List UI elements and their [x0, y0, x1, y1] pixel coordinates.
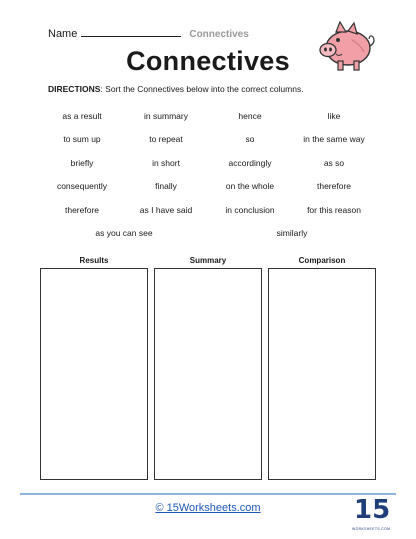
word-item: on the whole	[225, 181, 275, 192]
directions-text: : Sort the Connectives below into the correct columns.	[100, 84, 304, 94]
word-item: briefly	[70, 157, 94, 168]
word-item: in short	[152, 157, 180, 168]
word-item: so	[245, 134, 255, 145]
word-item: as I have said	[139, 204, 193, 215]
word-row	[40, 175, 376, 199]
word-item: as a result	[62, 110, 102, 121]
worksheets-logo	[352, 495, 391, 535]
column-title-comparison: Comparison	[298, 256, 346, 265]
word-item: as you can see	[95, 228, 153, 238]
word-item: finally	[155, 181, 177, 192]
word-item: in conclusion	[225, 204, 275, 215]
word-row	[40, 198, 376, 222]
column-box-results[interactable]	[40, 268, 148, 480]
word-row	[40, 104, 376, 128]
word-bank	[40, 104, 376, 245]
word-item: therefore	[316, 181, 352, 192]
column-title-summary: Summary	[189, 256, 227, 265]
word-item: accordingly	[228, 157, 272, 168]
word-item: to sum up	[63, 134, 101, 145]
word-item: consequently	[56, 181, 108, 192]
word-item: as so	[323, 157, 345, 168]
footer-link[interactable]: © 15Worksheets.com	[155, 502, 261, 514]
word-row	[40, 151, 376, 175]
name-field[interactable]	[81, 26, 181, 37]
word-item: like	[327, 110, 341, 121]
topic-label: Connectives	[189, 29, 249, 40]
logo-number: 15	[354, 495, 391, 525]
word-item: in summary	[144, 110, 188, 121]
word-row-last	[40, 222, 376, 245]
column-title-results: Results	[79, 256, 109, 265]
logo-subtext: WORKSHEETS.COM	[352, 527, 391, 531]
word-item: hence	[238, 110, 262, 121]
column-box-summary[interactable]	[154, 268, 262, 480]
word-item: for this reason	[307, 204, 361, 215]
name-row	[48, 26, 249, 40]
page-title: Connectives	[126, 46, 290, 76]
footer-divider	[20, 493, 396, 495]
column-box-comparison[interactable]	[268, 268, 376, 480]
word-item: to repeat	[149, 134, 183, 145]
word-row	[40, 128, 376, 152]
name-label: Name	[48, 28, 78, 40]
directions-label: DIRECTIONS	[48, 84, 101, 94]
word-item: in the same way	[303, 134, 365, 145]
word-item: therefore	[64, 204, 100, 215]
directions	[48, 84, 304, 94]
word-item: similarly	[276, 228, 308, 238]
